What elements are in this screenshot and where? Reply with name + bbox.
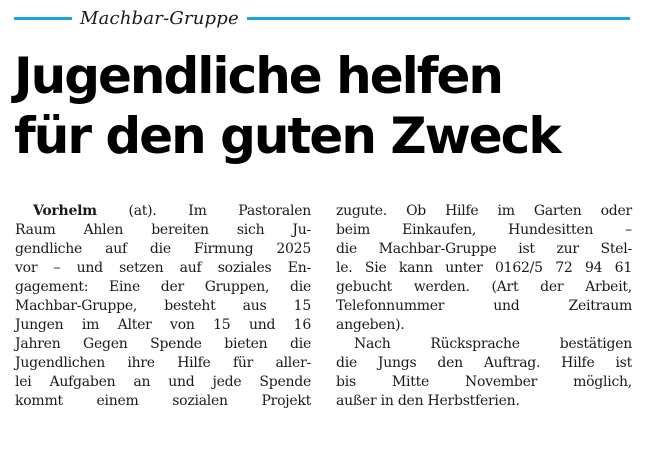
text-line: Nach Rücksprache bestätigen xyxy=(354,336,632,352)
dateline: Vorhelm xyxy=(33,203,97,219)
headline-line: für den guten Zweck xyxy=(14,107,560,165)
text-line: gebucht werden. (Art der Arbeit, xyxy=(336,279,632,295)
text-line: angeben). xyxy=(336,317,405,333)
headline xyxy=(14,46,634,166)
article-column-left xyxy=(15,202,311,411)
text-line: zugute. Ob Hilfe im Garten oder xyxy=(336,203,632,219)
text-line: beim Einkaufen, Hundesitten – xyxy=(336,222,632,238)
text-line: Jahren Gegen Spende bieten die xyxy=(15,336,311,352)
text-line: Jungen im Alter von 15 und 16 xyxy=(15,317,311,333)
text-line: die Machbar-Gruppe ist zur Stel- xyxy=(336,241,632,257)
kicker xyxy=(14,5,630,31)
text-line: kommt einem sozialen Projekt xyxy=(15,393,311,409)
text-run: (at). Im Pastoralen xyxy=(96,203,311,219)
text-line: außer in den Herbstferien. xyxy=(336,393,520,409)
text-line: Machbar-Gruppe, besteht aus 15 xyxy=(15,298,311,314)
text-line: lei Aufgaben an und jede Spende xyxy=(15,374,311,390)
headline-line: Jugendliche helfen xyxy=(14,47,503,105)
text-line xyxy=(15,202,311,221)
kicker-rule-right xyxy=(247,17,630,20)
text-line: gendliche auf die Firmung 2025 xyxy=(15,241,311,257)
text-line: Raum Ahlen bereiten sich Ju- xyxy=(15,222,311,238)
text-line: Telefonnummer und Zeitraum xyxy=(336,298,632,314)
text-line: gagement: Eine der Gruppen, die xyxy=(15,279,311,295)
text-line: le. Sie kann unter 0162/5 72 94 61 xyxy=(336,260,632,276)
text-line: vor – und setzen auf soziales En- xyxy=(15,260,311,276)
article-column-right xyxy=(336,202,632,411)
kicker-text: Machbar-Gruppe xyxy=(80,7,239,29)
text-line: bis Mitte November möglich, xyxy=(336,374,632,390)
text-line: die Jungs den Auftrag. Hilfe ist xyxy=(336,355,632,371)
kicker-rule-left xyxy=(14,17,72,20)
text-line: Jugendlichen ihre Hilfe für aller- xyxy=(15,355,311,371)
